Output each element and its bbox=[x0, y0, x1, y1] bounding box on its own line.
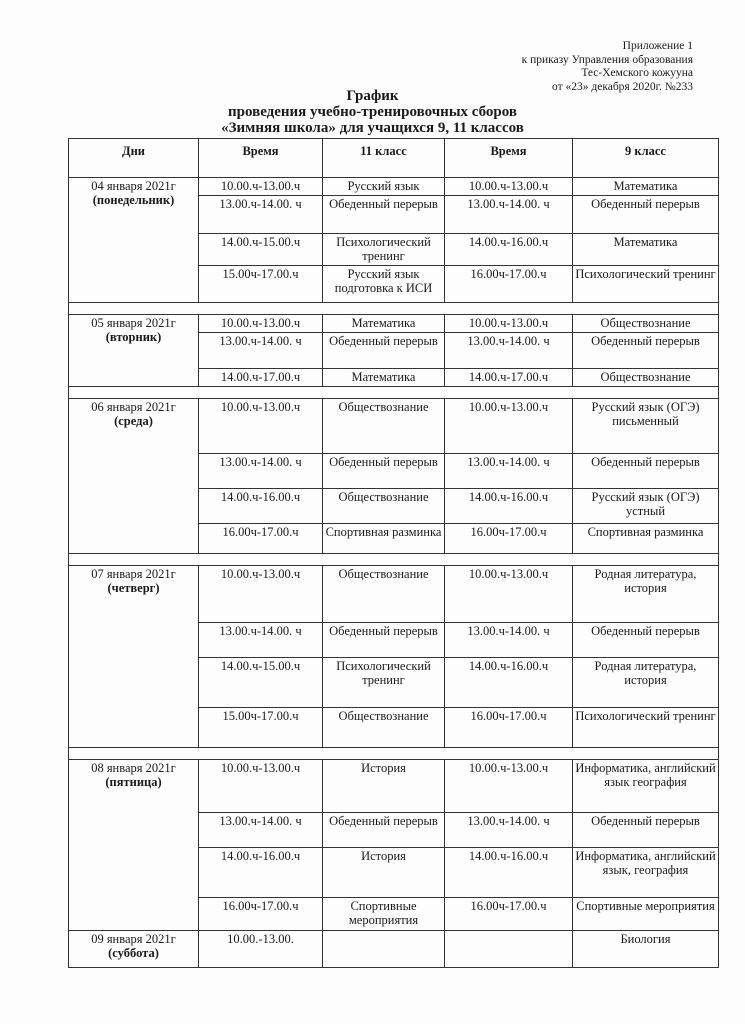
subject-9-cell: Обеденный перерыв bbox=[573, 196, 719, 234]
subject-11-cell: Обществознание bbox=[323, 399, 445, 454]
time-11-cell: 10.00.ч-13.00.ч bbox=[199, 566, 323, 623]
date: 09 января 2021г bbox=[91, 932, 176, 946]
time-11-cell: 16.00ч-17.00.ч bbox=[199, 898, 323, 931]
weekday: (пятница) bbox=[105, 775, 162, 789]
time-11-cell: 14.00.ч-17.00.ч bbox=[199, 369, 323, 387]
header-cell: 11 класс bbox=[323, 139, 445, 178]
subject-9-cell: Психологический тренинг bbox=[573, 708, 719, 748]
subject-11-cell: Обществознание bbox=[323, 708, 445, 748]
subject-9-cell: Обеденный перерыв bbox=[573, 813, 719, 848]
header-cell: Дни bbox=[69, 139, 199, 178]
subject-11-cell bbox=[323, 931, 445, 968]
time-9-cell: 16.00ч-17.00.ч bbox=[445, 266, 573, 303]
subject-11-cell: Математика bbox=[323, 315, 445, 333]
time-11-cell: 15.00ч-17.00.ч bbox=[199, 708, 323, 748]
header-cell: Время bbox=[199, 139, 323, 178]
weekday: (понедельник) bbox=[92, 193, 175, 207]
schedule-table bbox=[68, 138, 719, 968]
subject-9-cell: Психологический тренинг bbox=[573, 266, 719, 303]
appendix-line: Приложение 1 bbox=[622, 40, 693, 52]
subject-9-cell: Биология bbox=[573, 931, 719, 968]
time-11-cell: 10.00.ч-13.00.ч bbox=[199, 315, 323, 333]
time-9-cell: 13.00.ч-14.00. ч bbox=[445, 623, 573, 658]
time-11-cell: 14.00.ч-16.00.ч bbox=[199, 848, 323, 898]
subject-11-cell: Русский язык bbox=[323, 178, 445, 196]
appendix-note bbox=[522, 40, 693, 94]
time-9-cell: 10.00.ч-13.00.ч bbox=[445, 399, 573, 454]
subject-9-cell: Математика bbox=[573, 234, 719, 266]
time-11-cell: 13.00.ч-14.00. ч bbox=[199, 813, 323, 848]
time-9-cell: 16.00ч-17.00.ч bbox=[445, 708, 573, 748]
time-11-cell: 10.00.-13.00. bbox=[199, 931, 323, 968]
subject-9-cell: Математика bbox=[573, 178, 719, 196]
table-row bbox=[69, 760, 719, 813]
subject-9-cell: Обеденный перерыв bbox=[573, 454, 719, 489]
date: 07 января 2021г bbox=[91, 567, 176, 581]
spacer-row bbox=[69, 554, 719, 566]
subject-9-cell: Родная литература, история bbox=[573, 566, 719, 623]
subject-11-cell: Психологический тренинг bbox=[323, 234, 445, 266]
time-11-cell: 14.00.ч-15.00.ч bbox=[199, 658, 323, 708]
time-9-cell: 13.00.ч-14.00. ч bbox=[445, 196, 573, 234]
spacer-cell bbox=[69, 748, 719, 760]
weekday: (суббота) bbox=[108, 946, 159, 960]
weekday: (четверг) bbox=[107, 581, 160, 595]
subject-11-cell: Обществознание bbox=[323, 489, 445, 524]
subject-11-cell: Спортивные мероприятия bbox=[323, 898, 445, 931]
day-cell bbox=[69, 760, 199, 931]
spacer-cell bbox=[69, 303, 719, 315]
date: 06 января 2021г bbox=[91, 400, 176, 414]
subject-11-cell: Психологический тренинг bbox=[323, 658, 445, 708]
subject-11-cell: Математика bbox=[323, 369, 445, 387]
subject-11-cell: История bbox=[323, 848, 445, 898]
time-9-cell: 14.00.ч-16.00.ч bbox=[445, 489, 573, 524]
date: 05 января 2021г bbox=[91, 316, 176, 330]
subject-9-cell: Русский язык (ОГЭ) устный bbox=[573, 489, 719, 524]
appendix-line: от «23» декабря 2020г. №233 bbox=[551, 80, 693, 93]
subject-11-cell: Обеденный перерыв bbox=[323, 454, 445, 489]
time-11-cell: 10.00.ч-13.00.ч bbox=[199, 399, 323, 454]
subject-11-cell: Обеденный перерыв bbox=[323, 813, 445, 848]
time-9-cell: 16.00ч-17.00.ч bbox=[445, 898, 573, 931]
day-cell bbox=[69, 931, 199, 968]
time-11-cell: 14.00.ч-16.00.ч bbox=[199, 489, 323, 524]
table-row bbox=[69, 399, 719, 454]
subject-11-cell: Обеденный перерыв bbox=[323, 623, 445, 658]
subject-9-cell: Информатика, английский язык, география bbox=[573, 848, 719, 898]
time-9-cell: 14.00.ч-17.00.ч bbox=[445, 369, 573, 387]
time-9-cell: 10.00.ч-13.00.ч bbox=[445, 566, 573, 623]
table-row bbox=[69, 566, 719, 623]
time-9-cell: 10.00.ч-13.00.ч bbox=[445, 760, 573, 813]
time-9-cell: 13.00.ч-14.00. ч bbox=[445, 813, 573, 848]
spacer-row bbox=[69, 303, 719, 315]
spacer-cell bbox=[69, 554, 719, 566]
spacer-row bbox=[69, 387, 719, 399]
weekday: (вторник) bbox=[105, 330, 162, 344]
title: График bbox=[346, 88, 399, 104]
appendix-line: Тес-Хемского кожууна bbox=[581, 67, 693, 79]
time-9-cell: 14.00.ч-16.00.ч bbox=[445, 234, 573, 266]
time-9-cell: 16.00ч-17.00.ч bbox=[445, 524, 573, 554]
table-row bbox=[69, 315, 719, 333]
time-11-cell: 13.00.ч-14.00. ч bbox=[199, 454, 323, 489]
table-row bbox=[69, 931, 719, 968]
date: 04 января 2021г bbox=[91, 179, 176, 193]
subtitle: проведения учебно-тренировочных сборов bbox=[227, 104, 517, 120]
date: 08 января 2021г bbox=[91, 761, 176, 775]
subject-11-cell: Обществознание bbox=[323, 566, 445, 623]
subject-9-cell: Родная литература, история bbox=[573, 658, 719, 708]
subject-11-cell: Обеденный перерыв bbox=[323, 333, 445, 369]
spacer-row bbox=[69, 748, 719, 760]
subject-11-cell: Русский язык подготовка к ИСИ bbox=[323, 266, 445, 303]
time-11-cell: 13.00.ч-14.00. ч bbox=[199, 333, 323, 369]
header-cell: Время bbox=[445, 139, 573, 178]
spacer-cell bbox=[69, 387, 719, 399]
time-9-cell: 14.00.ч-16.00.ч bbox=[445, 658, 573, 708]
time-11-cell: 10.00.ч-13.00.ч bbox=[199, 760, 323, 813]
time-11-cell: 13.00.ч-14.00. ч bbox=[199, 623, 323, 658]
subject-9-cell: Информатика, английский язык география bbox=[573, 760, 719, 813]
time-9-cell bbox=[445, 931, 573, 968]
appendix-line: к приказу Управления образования bbox=[521, 53, 693, 66]
header-row bbox=[69, 139, 719, 178]
time-9-cell: 10.00.ч-13.00.ч bbox=[445, 315, 573, 333]
time-9-cell: 10.00.ч-13.00.ч bbox=[445, 178, 573, 196]
subject-9-cell: Русский язык (ОГЭ) письменный bbox=[573, 399, 719, 454]
table-row bbox=[69, 178, 719, 196]
time-9-cell: 14.00.ч-16.00.ч bbox=[445, 848, 573, 898]
day-cell bbox=[69, 315, 199, 387]
weekday: (среда) bbox=[114, 414, 153, 428]
time-11-cell: 13.00.ч-14.00. ч bbox=[199, 196, 323, 234]
subject-9-cell: Спортивные мероприятия bbox=[573, 898, 719, 931]
subject-11-cell: Спортивная разминка bbox=[323, 524, 445, 554]
time-9-cell: 13.00.ч-14.00. ч bbox=[445, 333, 573, 369]
subject-11-cell: Обеденный перерыв bbox=[323, 196, 445, 234]
time-11-cell: 15.00ч-17.00.ч bbox=[199, 266, 323, 303]
subject-9-cell: Спортивная разминка bbox=[573, 524, 719, 554]
subtitle: «Зимняя школа» для учащихся 9, 11 классов bbox=[221, 120, 524, 136]
header-cell: 9 класс bbox=[573, 139, 719, 178]
day-cell bbox=[69, 566, 199, 748]
subject-9-cell: Обществознание bbox=[573, 315, 719, 333]
day-cell bbox=[69, 178, 199, 303]
time-11-cell: 10.00.ч-13.00.ч bbox=[199, 178, 323, 196]
subject-9-cell: Обеденный перерыв bbox=[573, 623, 719, 658]
subject-11-cell: История bbox=[323, 760, 445, 813]
day-cell bbox=[69, 399, 199, 554]
subject-9-cell: Обеденный перерыв bbox=[573, 333, 719, 369]
time-11-cell: 16.00ч-17.00.ч bbox=[199, 524, 323, 554]
time-9-cell: 13.00.ч-14.00. ч bbox=[445, 454, 573, 489]
subject-9-cell: Обществознание bbox=[573, 369, 719, 387]
time-11-cell: 14.00.ч-15.00.ч bbox=[199, 234, 323, 266]
